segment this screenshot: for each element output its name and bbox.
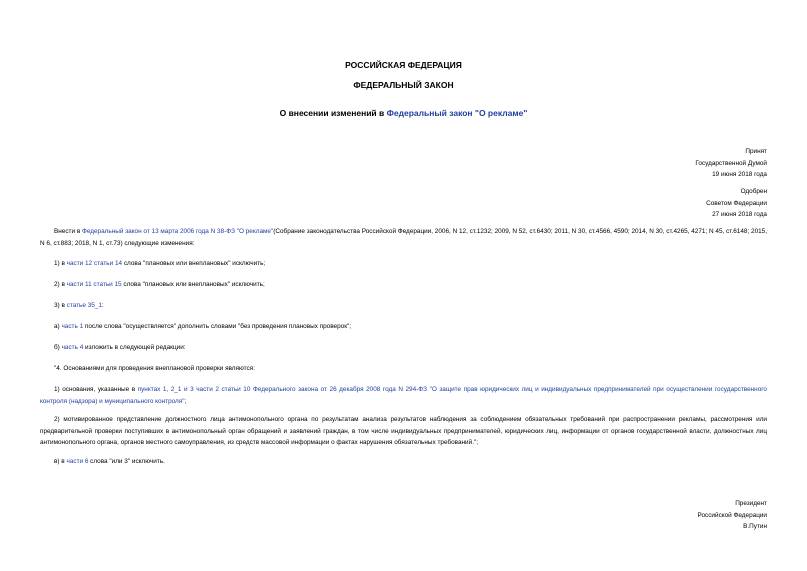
item-2-tail: слова "плановых или внеплановых" исключить; (121, 281, 265, 288)
item-1-text: 1) в (54, 260, 67, 267)
article-15-link[interactable]: статьи 15 (93, 281, 122, 288)
item-3b-text: б) (54, 344, 62, 351)
ground-1 (40, 384, 767, 407)
signature-name: В.Путин (743, 523, 767, 531)
item-3a (40, 321, 767, 333)
part-11-link[interactable]: части 11 (66, 281, 92, 288)
quote-heading: "4. Основаниями для проведения внеплановой проверки являются: (54, 365, 255, 372)
intro-text: Внести в (54, 228, 82, 235)
item-3b-tail: изложить в следующей редакции: (83, 344, 186, 351)
article-14-link[interactable]: статьи 14 (93, 260, 123, 267)
item-1 (40, 258, 767, 270)
part-4-link[interactable]: часть 4 (61, 344, 84, 351)
item-1-tail: слова "плановых или внеплановых" исключить; (122, 260, 266, 267)
approved-block (706, 186, 767, 221)
approved-body: Советом Федерации (706, 199, 767, 207)
country-heading: РОССИЙСКАЯ ФЕДЕРАЦИЯ (345, 60, 462, 70)
item-3-text: 3) в (54, 302, 67, 309)
adopted-body: Государственной Думой (695, 159, 767, 167)
ground-1-tail: ; (184, 397, 187, 405)
intro-text-tail: (Собрание законодательства Российской Федерации, 2006, N 12, ст.1232; 2009, N 52, ст.6430; 2011, N 30, ст.4566, 4590; 2014, N 30, ст.4265, 4271; N 45, ст.6148; 2015, N 6, ст.883; 2018, N 1, ст.73) следующие изменения: (40, 228, 768, 247)
law-title-link[interactable]: Федеральный закон "О рекламе" (386, 108, 528, 118)
law-38fz-link[interactable]: Федеральный закон от 13 марта 2006 года N 38-ФЗ "О рекламе" (82, 228, 274, 235)
law-294fz-link[interactable]: пунктах 1, 2_1 и 3 части 2 статьи 10 Федерального закона от 26 декабря 2008 года N 294-ФЗ "О защите прав юридических лиц и индивидуальных предпринимателей при осуществлении государственного контроля (надзора) и муниципального контроля" (40, 386, 767, 405)
law-title (0, 108, 807, 118)
item-3b (40, 342, 767, 354)
signature-block (698, 498, 768, 533)
approved-label: Одобрен (740, 188, 767, 195)
item-3v (40, 456, 767, 468)
item-3a-tail: после слова "осуществляется" дополнить словами "без проведения плановых проверок"; (83, 323, 352, 330)
adopted-date: 19 июня 2018 года (712, 171, 767, 179)
item-2-text: 2) в (54, 281, 67, 288)
item-3v-text: в) в (54, 458, 67, 465)
article-35-1-link[interactable]: статье 35_1 (66, 302, 102, 309)
intro-paragraph (40, 226, 767, 249)
signature-country: Российской Федерации (697, 511, 767, 519)
item-3-tail: : (101, 302, 104, 309)
ground-2: 2) мотивированное представление должностного лица антимонопольного органа по результатам анализа результатов наблюдения за соблюдением обязательных требований при распространении рекламы, рассмотрения или предварительной проверки поступивших в антимонопольный орган обращений и заявлений граждан, в том числе индивидуальных предпринимателей, юридических лиц, информации от органов государственной власти, должностных лиц антимонопольного органа, органов местного самоуправления, из средств массовой информации о фактах нарушения обязательных требований."; (40, 416, 767, 447)
adopted-block (695, 146, 767, 181)
part-1-link[interactable]: часть 1 (61, 323, 84, 330)
item-2 (40, 279, 767, 291)
item-3v-tail: слова "или 3" исключить. (88, 458, 165, 465)
ground-1-text: 1) основания, указанные в (54, 386, 138, 393)
law-type-heading: ФЕДЕРАЛЬНЫЙ ЗАКОН (353, 80, 454, 90)
part-6-link[interactable]: части 6 (66, 458, 89, 465)
approved-date: 27 июня 2018 года (712, 211, 767, 219)
adopted-label: Принят (745, 148, 767, 155)
item-3 (40, 300, 767, 312)
part-12-link[interactable]: части 12 (66, 260, 93, 267)
item-3a-text: а) (54, 323, 62, 330)
signature-title: Президент (735, 500, 767, 507)
law-title-prefix: О внесении изменений в (279, 108, 387, 118)
